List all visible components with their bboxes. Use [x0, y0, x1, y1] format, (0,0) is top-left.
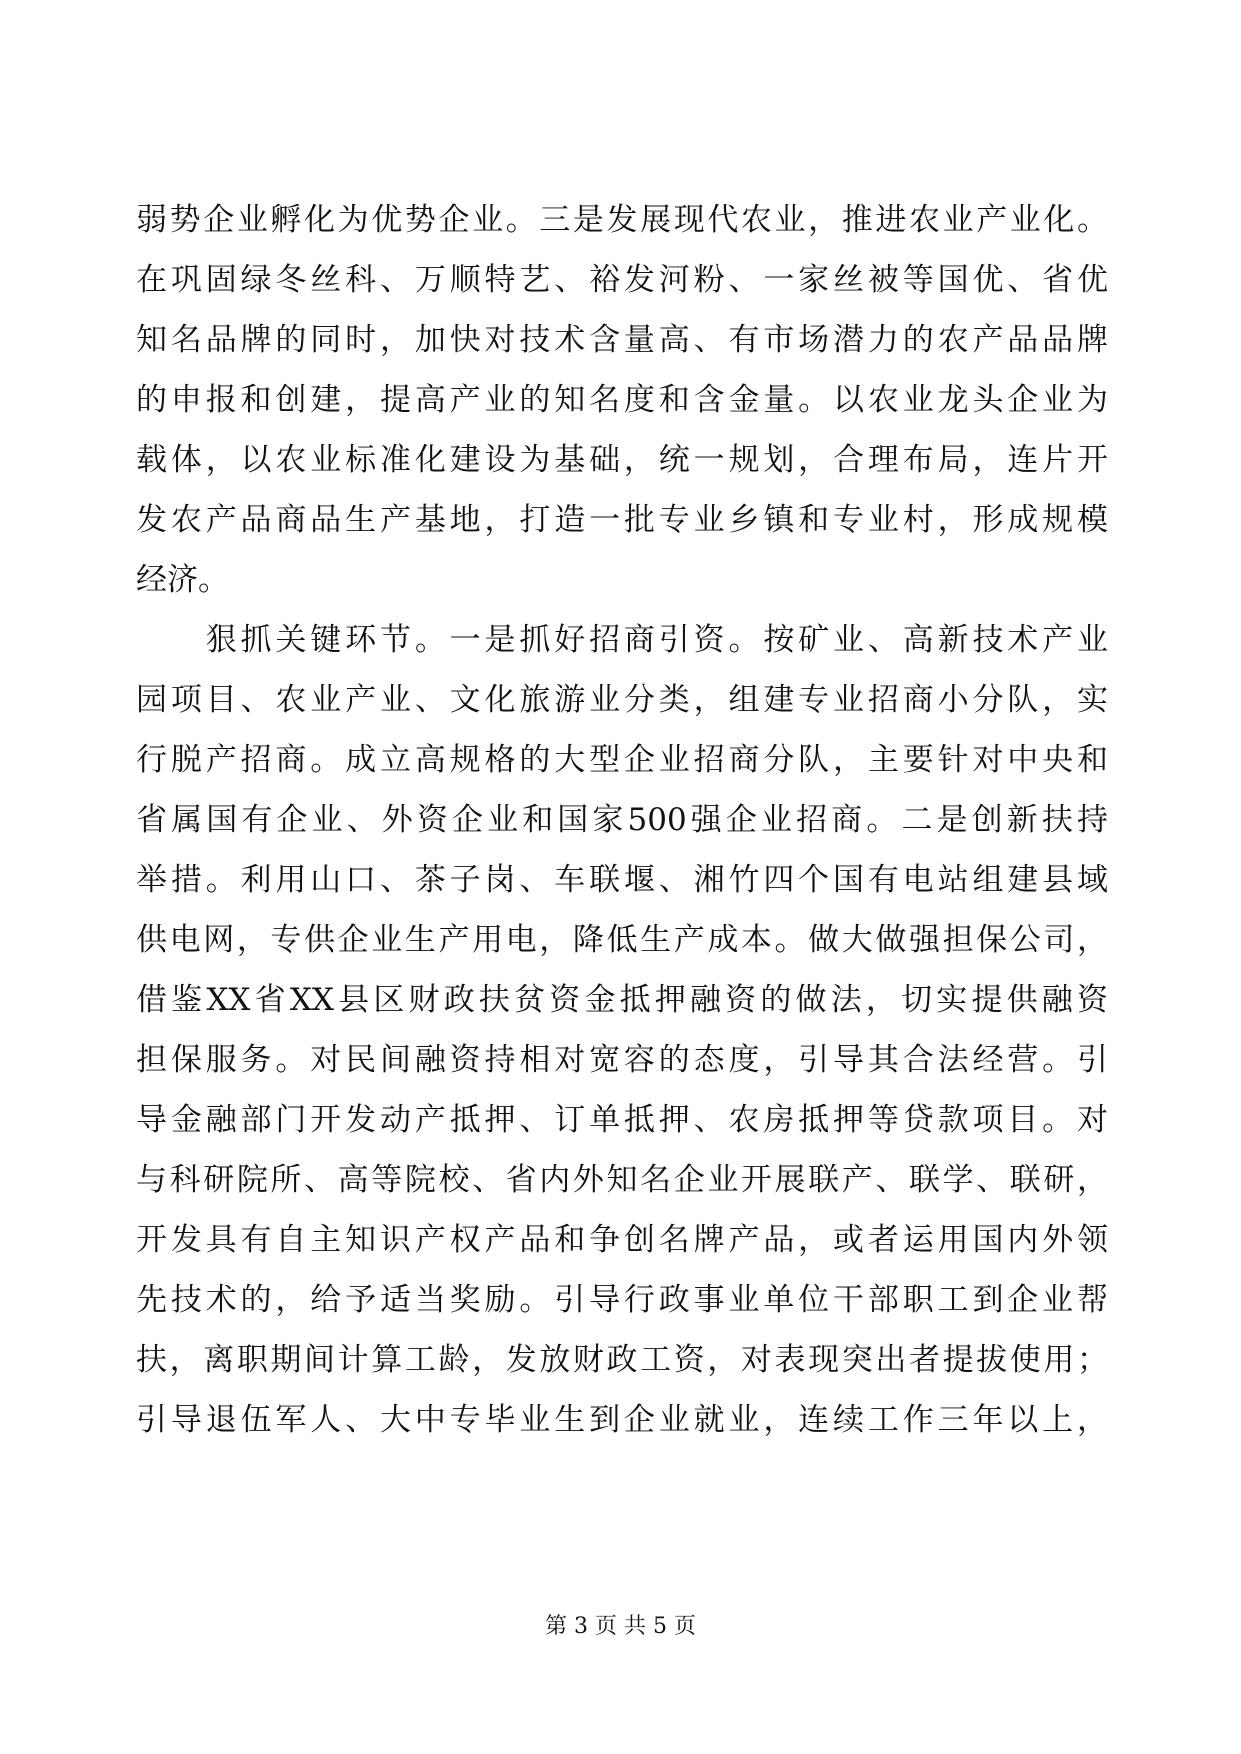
text-line: 行脱产招商。成立高规格的大型企业招商分队，主要针对中央和: [136, 742, 1108, 778]
document-body: [136, 190, 1108, 1450]
text-line: 扶，离职期间计算工龄，发放财政工资，对表现突出者提拔使用；: [136, 1342, 1108, 1378]
text-line: 弱势企业孵化为优势企业。三是发展现代农业，推进农业产业化。: [136, 202, 1108, 238]
text-line: 园项目、农业产业、文化旅游业分类，组建专业招商小分队，实: [136, 682, 1108, 718]
text-line: 举措。利用山口、茶子岗、车联堰、湘竹四个国有电站组建县域: [136, 862, 1108, 898]
text-line: 开发具有自主知识产权产品和争创名牌产品，或者运用国内外领: [136, 1222, 1108, 1258]
text-line: 导金融部门开发动产抵押、订单抵押、农房抵押等贷款项目。对: [136, 1102, 1108, 1138]
text-line: 与科研院所、高等院校、省内外知名企业开展联产、联学、联研，: [136, 1162, 1108, 1198]
text-line: 借鉴XX省XX县区财政扶贫资金抵押融资的做法，切实提供融资: [136, 982, 1108, 1018]
text-line: 知名品牌的同时，加快对技术含量高、有市场潜力的农产品品牌: [136, 322, 1108, 358]
text-line: 经济。: [136, 562, 229, 598]
text-line: 引导退伍军人、大中专毕业生到企业就业，连续工作三年以上，: [136, 1402, 1108, 1438]
text-line: 在巩固绿冬丝科、万顺特艺、裕发河粉、一家丝被等国优、省优: [136, 262, 1108, 298]
text-line: 的申报和创建，提高产业的知名度和含金量。以农业龙头企业为: [136, 382, 1108, 418]
text-line: 发农产品商品生产基地，打造一批专业乡镇和专业村，形成规模: [136, 502, 1108, 538]
text-line: 载体，以农业标准化建设为基础，统一规划，合理布局，连片开: [136, 442, 1108, 478]
page-number-footer: 第 3 页 共 5 页: [545, 1614, 696, 1639]
text-line: 供电网，专供企业生产用电，降低生产成本。做大做强担保公司，: [136, 922, 1108, 958]
text-line: 先技术的，给予适当奖励。引导行政事业单位干部职工到企业帮: [136, 1282, 1108, 1318]
text-line: 狠抓关键环节。一是抓好招商引资。按矿业、高新技术产业: [136, 622, 1108, 658]
text-line: 省属国有企业、外资企业和国家500强企业招商。二是创新扶持: [136, 802, 1108, 838]
text-line: 担保服务。对民间融资持相对宽容的态度，引导其合法经营。引: [136, 1042, 1108, 1078]
